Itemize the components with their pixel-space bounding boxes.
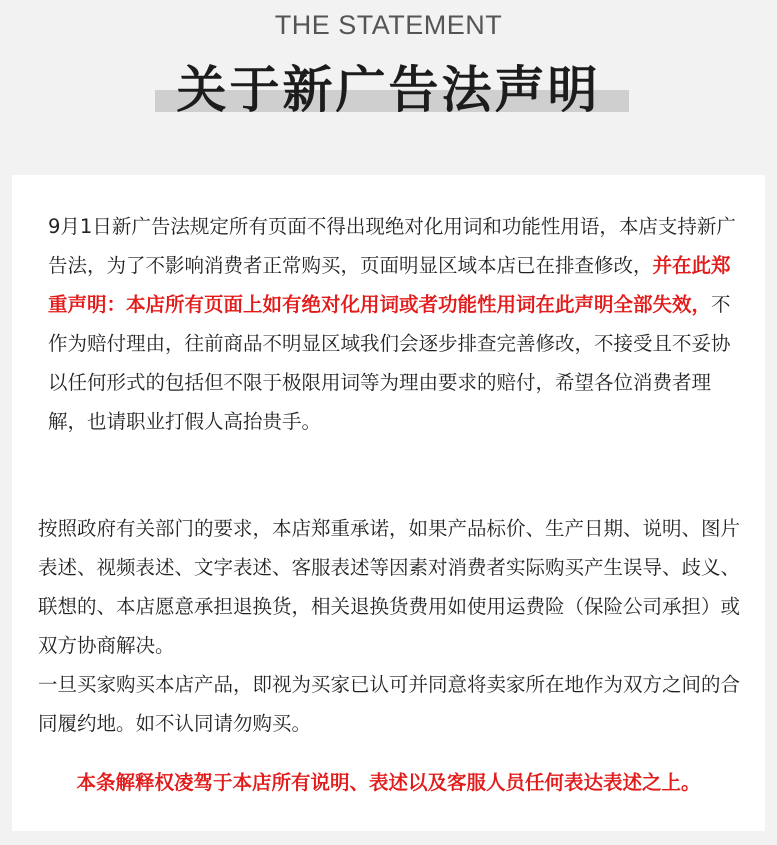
paragraph-ad-law-intro: 9月1日新广告法规定所有页面不得出现绝对化用词和功能性用语，本店支持新广告法，为了不影响消费者正常购买，页面明显区域本店已在排查修改， [48, 215, 736, 277]
header [0, 0, 777, 170]
page-title: 关于新广告法声明 [176, 61, 601, 119]
statement-card [12, 175, 765, 831]
paragraph-contract-location: 一旦买家购买本店产品，即视为买家已认可并同意将卖家所在地作为双方之间的合同履约地。如不认同请勿购买。 [38, 673, 741, 735]
eyebrow-label: THE STATEMENT [274, 10, 503, 40]
paragraph-ad-law-rest: 不作为赔付理由，往前商品不明显区域我们会逐步排查完善修改，不接受且不妥协以任何形式的包括但不限于极限用词等为理由要求的赔付，希望各位消费者理解，也请职业打假人高抬贵手。 [48, 293, 731, 433]
paragraph-ad-law [48, 207, 740, 441]
closing-statement: 本条解释权凌驾于本店所有说明、表述以及客服人员任何表达表述之上。 [76, 771, 701, 794]
paragraph-commitment: 按照政府有关部门的要求，本店郑重承诺，如果产品标价、生产日期、说明、图片表述、视频表述、文字表述、客服表述等因素对消费者实际购买产生误导、歧义、联想的、本店愿意承担退换货，相关退换货费用如使用运费险（保险公司承担）或双方协商解决。 [38, 517, 741, 657]
paragraph-ad-law-highlight: 并在此郑重声明：本店所有页面上如有绝对化用词或者功能性用词在此声明全部失效， [48, 254, 731, 316]
